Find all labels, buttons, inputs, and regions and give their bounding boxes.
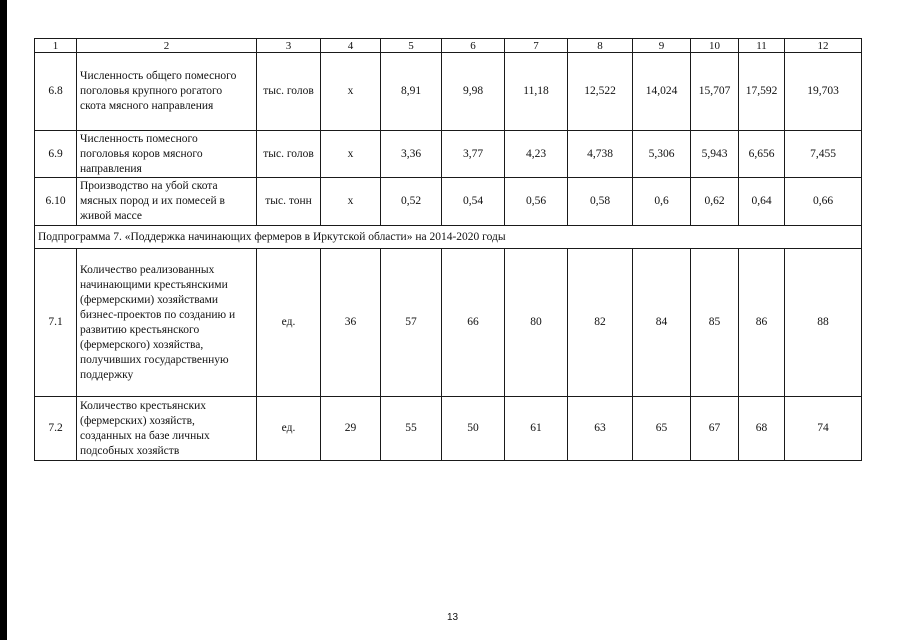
row-value: 0,56 xyxy=(505,178,568,226)
table-row xyxy=(35,249,862,397)
row-value: 12,522 xyxy=(568,53,633,131)
row-value: 8,91 xyxy=(381,53,442,131)
row-value: 4,738 xyxy=(568,131,633,178)
header-cell: 9 xyxy=(633,39,691,53)
row-value: 3,36 xyxy=(381,131,442,178)
row-unit: тыс. тонн xyxy=(257,178,321,226)
row-value: 67 xyxy=(691,397,739,461)
header-row xyxy=(35,39,862,53)
header-cell: 10 xyxy=(691,39,739,53)
row-unit: ед. xyxy=(257,249,321,397)
row-number: 7.2 xyxy=(35,397,77,461)
row-value: 15,707 xyxy=(691,53,739,131)
header-cell: 3 xyxy=(257,39,321,53)
row-value: 5,943 xyxy=(691,131,739,178)
row-value: 0,52 xyxy=(381,178,442,226)
subprogram-row xyxy=(35,226,862,249)
row-description: Количество крестьянских (фермерских) хозяйств, созданных на базе личных подсобных хозяйств xyxy=(77,397,257,461)
row-value: 17,592 xyxy=(739,53,785,131)
row-value: 4,23 xyxy=(505,131,568,178)
row-value: 0,62 xyxy=(691,178,739,226)
row-description: Производство на убой скота мясных пород и их помесей в живой массе xyxy=(77,178,257,226)
table-row xyxy=(35,131,862,178)
header-cell: 1 xyxy=(35,39,77,53)
row-value: 86 xyxy=(739,249,785,397)
row-description: Количество реализованных начинающими крестьянскими (фермерскими) хозяйствами бизнес-проектов по созданию и развитию крестьянского (фермерского) хозяйства, получивших государственную поддержку xyxy=(77,249,257,397)
row-value: 9,98 xyxy=(442,53,505,131)
row-value: х xyxy=(321,131,381,178)
row-value: х xyxy=(321,53,381,131)
page-number: 13 xyxy=(446,612,459,623)
row-value: 68 xyxy=(739,397,785,461)
header-cell: 11 xyxy=(739,39,785,53)
row-value: 36 xyxy=(321,249,381,397)
row-value: 55 xyxy=(381,397,442,461)
row-value: 80 xyxy=(505,249,568,397)
row-value: 84 xyxy=(633,249,691,397)
header-cell: 6 xyxy=(442,39,505,53)
row-number: 7.1 xyxy=(35,249,77,397)
row-value: 0,6 xyxy=(633,178,691,226)
row-value: 66 xyxy=(442,249,505,397)
row-value: 0,54 xyxy=(442,178,505,226)
header-cell: 5 xyxy=(381,39,442,53)
row-value: 0,58 xyxy=(568,178,633,226)
header-cell: 12 xyxy=(785,39,862,53)
row-value: 65 xyxy=(633,397,691,461)
header-cell: 2 xyxy=(77,39,257,53)
row-value: 7,455 xyxy=(785,131,862,178)
row-number: 6.8 xyxy=(35,53,77,131)
row-value: 0,64 xyxy=(739,178,785,226)
row-unit: тыс. голов xyxy=(257,131,321,178)
row-value: 74 xyxy=(785,397,862,461)
table-row xyxy=(35,53,862,131)
row-value: х xyxy=(321,178,381,226)
row-description: Численность помесного поголовья коров мясного направления xyxy=(77,131,257,178)
row-unit: тыс. голов xyxy=(257,53,321,131)
row-value: 14,024 xyxy=(633,53,691,131)
row-value: 6,656 xyxy=(739,131,785,178)
row-value: 3,77 xyxy=(442,131,505,178)
row-value: 88 xyxy=(785,249,862,397)
row-value: 19,703 xyxy=(785,53,862,131)
row-value: 63 xyxy=(568,397,633,461)
row-value: 57 xyxy=(381,249,442,397)
table-row xyxy=(35,178,862,226)
table-row xyxy=(35,397,862,461)
row-value: 61 xyxy=(505,397,568,461)
row-value: 5,306 xyxy=(633,131,691,178)
scan-edge xyxy=(0,0,7,640)
row-value: 50 xyxy=(442,397,505,461)
row-value: 0,66 xyxy=(785,178,862,226)
subprogram-title: Подпрограмма 7. «Поддержка начинающих фермеров в Иркутской области» на 2014-2020 годы xyxy=(35,226,862,249)
row-value: 11,18 xyxy=(505,53,568,131)
indicators-table xyxy=(34,38,862,461)
row-number: 6.10 xyxy=(35,178,77,226)
header-cell: 7 xyxy=(505,39,568,53)
row-number: 6.9 xyxy=(35,131,77,178)
row-value: 85 xyxy=(691,249,739,397)
row-description: Численность общего помесного поголовья крупного рогатого скота мясного направления xyxy=(77,53,257,131)
header-cell: 4 xyxy=(321,39,381,53)
header-cell: 8 xyxy=(568,39,633,53)
row-value: 29 xyxy=(321,397,381,461)
row-value: 82 xyxy=(568,249,633,397)
row-unit: ед. xyxy=(257,397,321,461)
